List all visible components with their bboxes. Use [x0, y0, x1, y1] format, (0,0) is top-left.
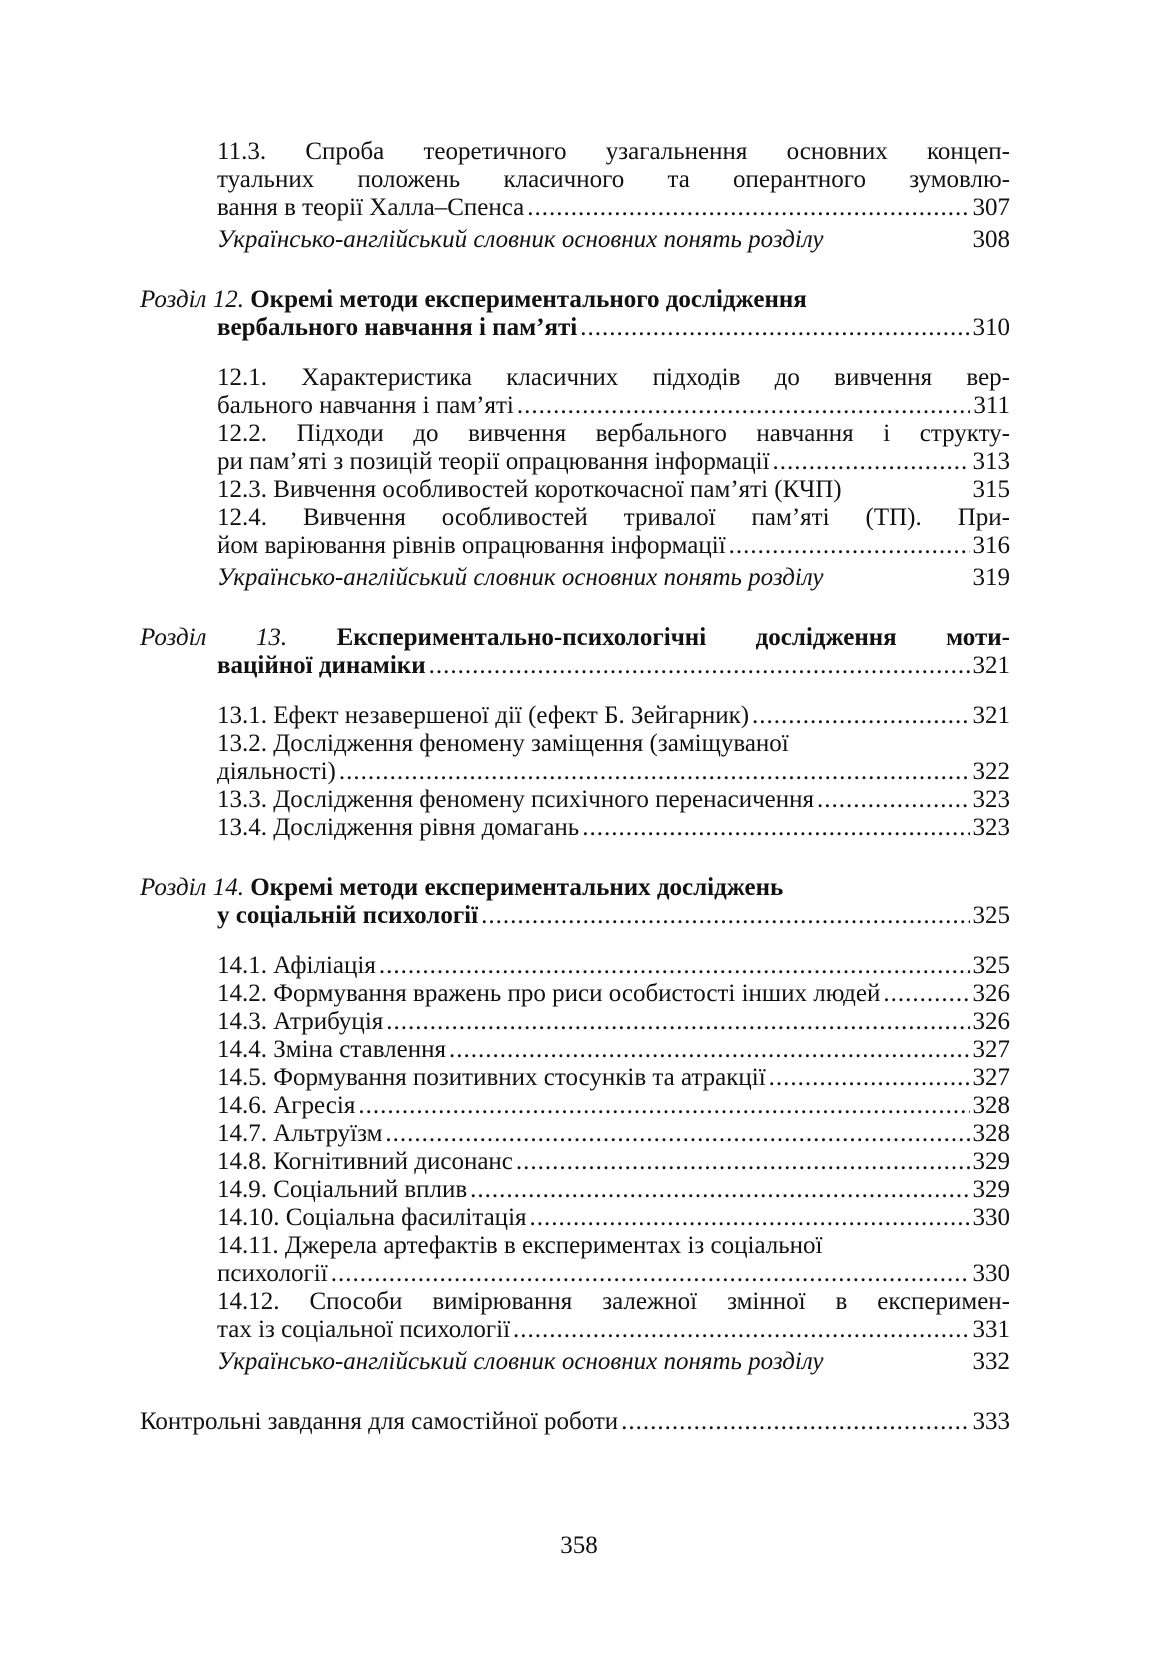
toc-entry-text: 13.2. Дослідження феномену заміщення (заміщуваної	[217, 730, 789, 757]
toc-entry-text: 14.2. Формування вражень про риси особистості інших людей	[217, 980, 881, 1007]
toc-entry-12-3[interactable]	[140, 476, 1010, 504]
toc-entry-13-2[interactable]	[140, 730, 1010, 786]
toc-entry-text: 12.2. Підходи до вивчення вербального навчання і структу-	[217, 420, 1010, 447]
page-ref: 327	[972, 1064, 1010, 1091]
page-ref: 332	[972, 1348, 1010, 1375]
dot-leader	[752, 702, 969, 730]
toc-chapter-12[interactable]	[140, 286, 1010, 342]
toc-entry-14-10[interactable]	[140, 1204, 1010, 1232]
toc-entry-text: бального навчання і пам’яті	[217, 392, 514, 419]
page-ref: 328	[972, 1092, 1010, 1119]
dot-leader	[481, 902, 969, 930]
chapter-title: ваційної динаміки	[217, 652, 426, 679]
page-ref: 307	[972, 194, 1010, 221]
toc-entry-text: 12.3. Вивчення особливостей короткочасної пам’яті (КЧП)	[217, 476, 842, 503]
toc-entry-13-4[interactable]	[140, 814, 1010, 842]
toc-entry-text: вання в теорії Халла–Спенса	[217, 194, 525, 221]
toc-entry-text: 14.3. Атрибуція	[217, 1008, 384, 1035]
page-ref: 321	[972, 652, 1010, 679]
dot-leader	[582, 814, 969, 842]
dot-leader	[580, 314, 969, 342]
page-ref: 321	[972, 702, 1010, 729]
toc-entry-14-12[interactable]	[140, 1288, 1010, 1344]
page-ref: 330	[972, 1260, 1010, 1287]
toc-entry-14-1[interactable]	[140, 952, 1010, 980]
page-ref: 310	[972, 314, 1010, 341]
toc-entry-text: туальних положень класичного та оперантного зумовлю-	[217, 166, 1010, 193]
toc-entry-11-3[interactable]	[140, 138, 1010, 222]
chapter-label: Розділ 14.	[140, 874, 244, 901]
toc-entry-text: 13.4. Дослідження рівня домагань	[217, 814, 580, 841]
dot-leader	[517, 392, 971, 420]
toc-entry-14-8[interactable]	[140, 1148, 1010, 1176]
glossary-text: Українсько-англійський словник основних понять розділу	[217, 226, 824, 253]
chapter-label: Розділ 12.	[140, 286, 244, 313]
page-ref: 329	[972, 1148, 1010, 1175]
chapter-title: Окремі методи експериментальних досліджень	[250, 874, 784, 901]
page-ref: 311	[973, 392, 1010, 419]
chapter-title: Експериментально-психологічні дослідження моти-	[336, 624, 1010, 651]
toc-entry-14-4[interactable]	[140, 1036, 1010, 1064]
toc-entry-13-3[interactable]	[140, 786, 1010, 814]
toc-entry-text: 14.11. Джерела артефактів в експериментах із соціальної	[217, 1232, 823, 1259]
dot-leader	[339, 758, 970, 786]
toc-entry-13-1[interactable]	[140, 702, 1010, 730]
chapter-title: Окремі методи експериментального дослідження	[250, 286, 807, 313]
toc-glossary-12[interactable]	[140, 564, 1010, 592]
dot-leader	[386, 1008, 969, 1036]
toc-entry-14-6[interactable]	[140, 1092, 1010, 1120]
toc-entry-text: 14.5. Формування позитивних стосунків та атракції	[217, 1064, 766, 1091]
page-ref: 326	[972, 980, 1010, 1007]
toc-entry-text: 14.1. Афіліація	[217, 952, 376, 979]
toc-entry-14-2[interactable]	[140, 980, 1010, 1008]
dot-leader	[449, 1036, 970, 1064]
page-ref: 315	[972, 476, 1010, 503]
page-ref: 323	[972, 814, 1010, 841]
dot-leader	[358, 1092, 969, 1120]
page-ref: 326	[972, 1008, 1010, 1035]
toc-entry-text: 14.6. Агресія	[217, 1092, 356, 1119]
chapter-title: у соціальній психології	[217, 902, 479, 929]
page-ref: 313	[972, 448, 1010, 475]
toc-entry-text: 14.10. Соціальна фасилітація	[217, 1204, 527, 1231]
dot-leader	[516, 1148, 970, 1176]
toc-entry-text: 13.1. Ефект незавершеної дії (ефект Б. Зейгарник)	[217, 702, 750, 729]
toc-entry-14-7[interactable]	[140, 1120, 1010, 1148]
chapter-label: Розділ 13.	[140, 624, 288, 651]
page-ref: 316	[972, 532, 1010, 559]
toc-entry-12-2[interactable]	[140, 420, 1010, 476]
dot-leader	[331, 1260, 970, 1288]
toc-entry-12-4[interactable]	[140, 504, 1010, 560]
toc-entry-text: 12.4. Вивчення особливостей тривалої пам’яті (ТП). При-	[217, 504, 1010, 531]
toc-entry-14-9[interactable]	[140, 1176, 1010, 1204]
dot-leader	[773, 448, 970, 476]
toc-entry-14-11[interactable]	[140, 1232, 1010, 1288]
toc-entry-text: 14.4. Зміна ставлення	[217, 1036, 446, 1063]
page-ref: 330	[972, 1204, 1010, 1231]
toc-chapter-13[interactable]	[140, 624, 1010, 680]
toc-entry-text: 12.1. Характеристика класичних підходів до вивчення вер-	[217, 364, 1010, 391]
toc-entry-text: Контрольні завдання для самостійної роботи	[140, 1408, 619, 1435]
toc-entry-text: тах із соціальної психології	[217, 1316, 511, 1343]
toc-entry-self-study[interactable]	[140, 1408, 1010, 1436]
dot-leader	[470, 1176, 969, 1204]
toc-entry-text: 14.8. Когнітивний дисонанс	[217, 1148, 513, 1175]
dot-leader	[769, 1064, 970, 1092]
toc-entry-text: 13.3. Дослідження феномену психічного перенасичення	[217, 786, 815, 813]
page-ref: 333	[972, 1408, 1010, 1435]
table-of-contents	[140, 138, 1010, 1436]
toc-entry-text: 14.12. Способи вимірювання залежної змінної в експеримен-	[217, 1288, 1010, 1315]
dot-leader	[530, 1204, 970, 1232]
page-ref: 327	[972, 1036, 1010, 1063]
dot-leader	[385, 1120, 969, 1148]
chapter-title: вербального навчання і пам’яті	[217, 314, 578, 341]
toc-glossary-14[interactable]	[140, 1348, 1010, 1376]
dot-leader	[729, 532, 970, 560]
dot-leader	[527, 194, 969, 222]
toc-glossary-11[interactable]	[140, 226, 1010, 254]
dot-leader	[621, 1408, 969, 1436]
toc-entry-12-1[interactable]	[140, 364, 1010, 420]
dot-leader	[379, 952, 970, 980]
dot-leader	[429, 652, 970, 680]
dot-leader	[817, 786, 969, 814]
page-ref: 323	[972, 786, 1010, 813]
toc-entry-text: 14.7. Альтруїзм	[217, 1120, 383, 1147]
page-ref: 328	[972, 1120, 1010, 1147]
toc-entry-text: психології	[217, 1260, 328, 1287]
page-ref: 319	[972, 564, 1010, 591]
toc-entry-text: ри пам’яті з позицій теорії опрацювання інформації	[217, 448, 770, 475]
toc-entry-text: 11.3. Спроба теоретичного узагальнення основних концеп-	[217, 138, 1010, 165]
glossary-text: Українсько-англійський словник основних понять розділу	[217, 564, 824, 591]
glossary-text: Українсько-англійський словник основних понять розділу	[217, 1348, 824, 1375]
page-ref: 331	[972, 1316, 1010, 1343]
page-ref: 325	[972, 952, 1010, 979]
toc-entry-text: йом варіювання рівнів опрацювання інформації	[217, 532, 726, 559]
toc-entry-14-3[interactable]	[140, 1008, 1010, 1036]
dot-leader	[513, 1316, 969, 1344]
page-ref: 308	[972, 226, 1010, 253]
dot-leader	[883, 980, 969, 1008]
toc-entry-14-5[interactable]	[140, 1064, 1010, 1092]
page-ref: 322	[972, 758, 1010, 785]
page-number: 358	[560, 1532, 598, 1559]
page-ref: 325	[972, 902, 1010, 929]
page-ref: 329	[972, 1176, 1010, 1203]
toc-entry-text: 14.9. Соціальний вплив	[217, 1176, 468, 1203]
toc-entry-text: діяльності)	[217, 758, 336, 785]
toc-chapter-14[interactable]	[140, 874, 1010, 930]
